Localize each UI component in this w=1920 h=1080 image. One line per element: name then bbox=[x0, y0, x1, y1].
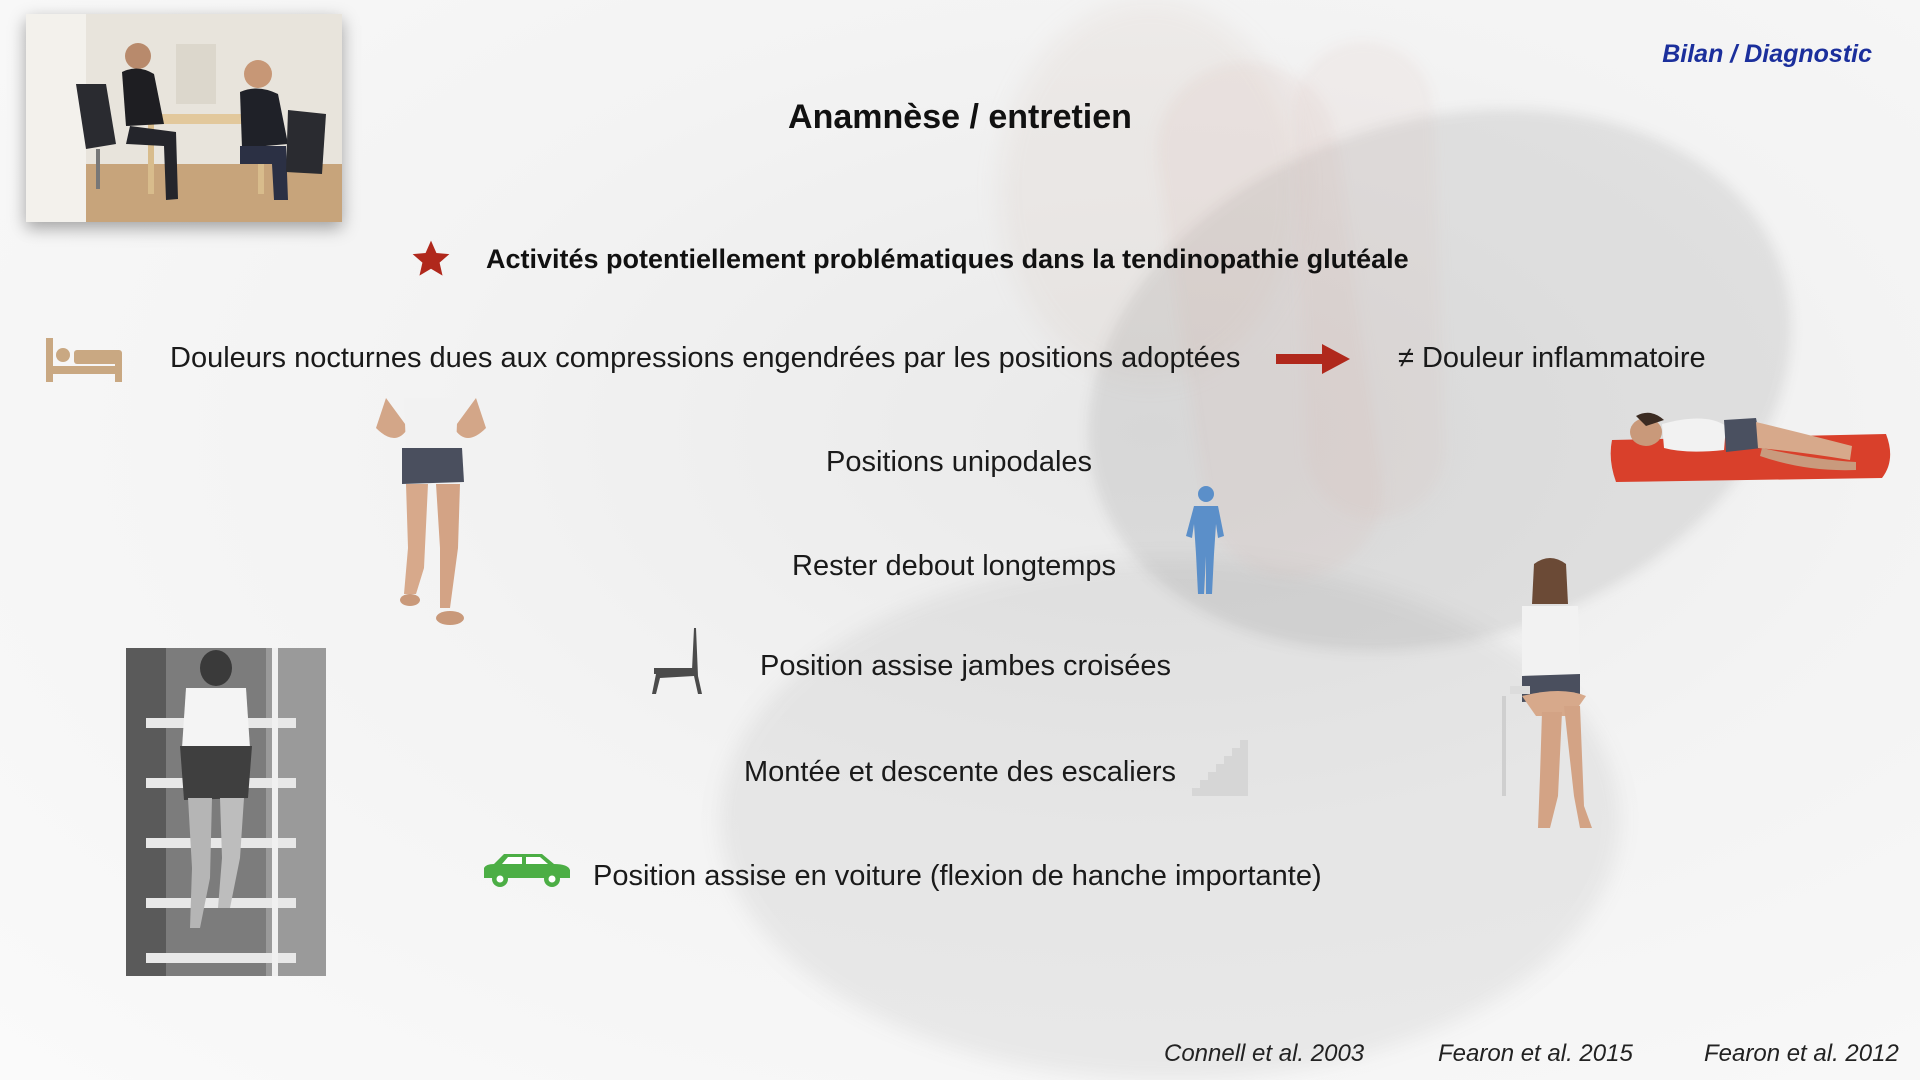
side-lying-photo bbox=[1606, 390, 1896, 490]
arrow-right-icon bbox=[1276, 344, 1350, 379]
car-icon bbox=[480, 852, 572, 893]
chair-icon bbox=[648, 626, 704, 701]
reference-fearon-2015: Fearon et al. 2015 bbox=[1438, 1040, 1633, 1067]
standing-person-icon bbox=[1184, 484, 1228, 601]
bed-icon bbox=[46, 336, 122, 389]
single-leg-stance-photo bbox=[346, 398, 516, 634]
activity-stairs: Montée et descente des escaliers bbox=[744, 756, 1177, 788]
crossed-legs-photo bbox=[1492, 556, 1608, 848]
night-pain-contrast: ≠ Douleur inflammatoire bbox=[1398, 342, 1706, 374]
night-pain-text: Douleurs nocturnes dues aux compressions engendrées par les positions adoptées bbox=[170, 342, 1241, 374]
activity-crossed-legs: Position assise jambes croisées bbox=[760, 650, 1172, 682]
page-title: Anamnèse / entretien bbox=[788, 98, 1132, 136]
activity-car: Position assise en voiture (flexion de hanche importante) bbox=[593, 860, 1322, 892]
reference-fearon-2012: Fearon et al. 2012 bbox=[1704, 1040, 1899, 1067]
activity-standing: Rester debout longtemps bbox=[792, 550, 1117, 582]
section-tag: Bilan / Diagnostic bbox=[1662, 40, 1872, 68]
stairs-icon bbox=[1192, 740, 1248, 801]
consultation-photo bbox=[26, 14, 342, 222]
headline: Activités potentiellement problématiques dans la tendinopathie glutéale bbox=[486, 244, 1409, 274]
reference-connell-2003: Connell et al. 2003 bbox=[1164, 1040, 1365, 1067]
stairs-photo bbox=[126, 648, 326, 976]
activity-single-leg: Positions unipodales bbox=[826, 446, 1093, 478]
star-icon bbox=[410, 238, 452, 285]
